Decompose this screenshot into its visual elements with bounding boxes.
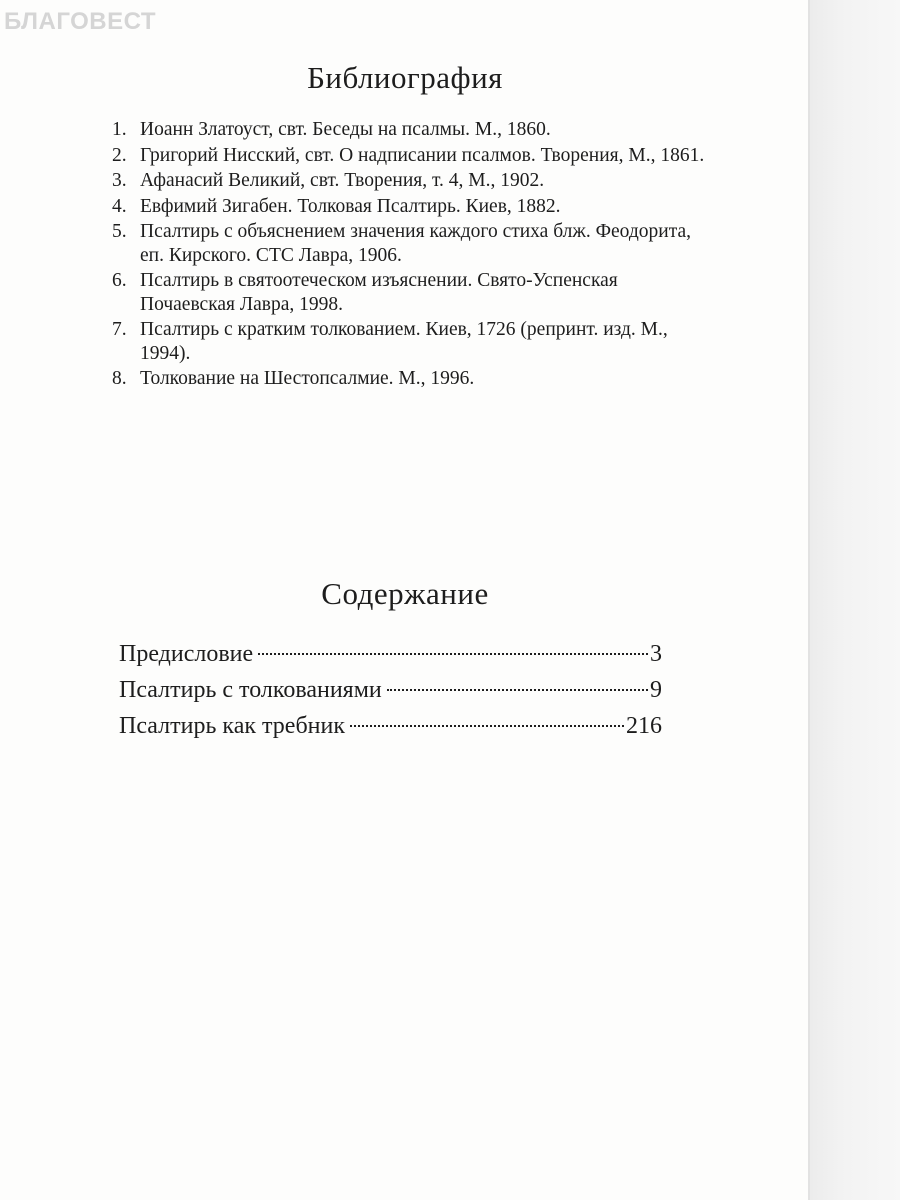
bibliography-item-number: 7. xyxy=(112,319,127,340)
watermark-logo: БЛАГОВЕСТ xyxy=(4,8,157,35)
bibliography-item-number: 4. xyxy=(112,195,127,217)
bibliography-item-number: 3. xyxy=(112,170,127,191)
toc-entry xyxy=(119,672,662,708)
bibliography-item xyxy=(112,269,712,316)
bibliography-item-text: Иоанн Златоуст, свт. Беседы на псалмы. М., 1860. xyxy=(140,119,551,140)
bibliography-item xyxy=(112,318,712,365)
bibliography-item-number: 1. xyxy=(112,119,127,140)
toc-entry-title: Псалтирь с толкованиями xyxy=(119,677,382,703)
bibliography-item-text: Псалтирь с объяснением значения каждого стиха блж. Феодорита, еп. Кирского. СТС Лавра, 1906. xyxy=(140,221,691,266)
bibliography-item xyxy=(112,367,712,391)
bibliography-item-text: Толкование на Шестопсалмие. М., 1996. xyxy=(140,368,475,389)
toc-entry xyxy=(119,708,662,744)
toc-dot-leader xyxy=(258,653,648,655)
bibliography-item-number: 2. xyxy=(112,144,127,166)
toc-entry-title: Предисловие xyxy=(119,641,254,667)
bibliography-item-text: Псалтирь в святоотеческом изъяснении. Свято-Успенская Почаевская Лавра, 1998. xyxy=(140,270,618,315)
toc-dot-leader xyxy=(387,689,648,691)
toc-entry-page: 216 xyxy=(626,713,662,739)
bibliography-item-number: 5. xyxy=(112,221,127,242)
bibliography-item xyxy=(112,220,712,267)
toc-entry-page: 3 xyxy=(650,641,662,667)
bibliography-item-text: Евфимий Зигабен. Толковая Псалтирь. Киев, 1882. xyxy=(140,195,561,217)
bibliography-item xyxy=(112,195,712,219)
bibliography-item xyxy=(112,144,712,168)
bibliography-item-text: Григорий Нисский, свт. О надписании псалмов. Творения, М., 1861. xyxy=(140,144,705,166)
bibliography-item-text: Псалтирь с кратким толкованием. Киев, 1726 (репринт. изд. М., 1994). xyxy=(140,319,668,364)
contents-heading: Содержание xyxy=(321,576,489,611)
toc-entry xyxy=(119,636,662,672)
bibliography-item-number: 8. xyxy=(112,368,127,389)
toc-entry-page: 9 xyxy=(650,677,662,703)
bibliography-item-text: Афанасий Великий, свт. Творения, т. 4, М., 1902. xyxy=(140,170,545,191)
toc-entry-title: Псалтирь как требник xyxy=(119,713,345,739)
bibliography-item xyxy=(112,118,712,142)
toc-dot-leader xyxy=(350,725,624,727)
table-of-contents xyxy=(119,636,662,744)
bibliography-list xyxy=(112,118,712,393)
bibliography-item xyxy=(112,169,712,193)
bibliography-item-number: 6. xyxy=(112,270,127,291)
bibliography-heading: Библиография xyxy=(307,60,503,95)
page-shadow xyxy=(810,0,900,1200)
